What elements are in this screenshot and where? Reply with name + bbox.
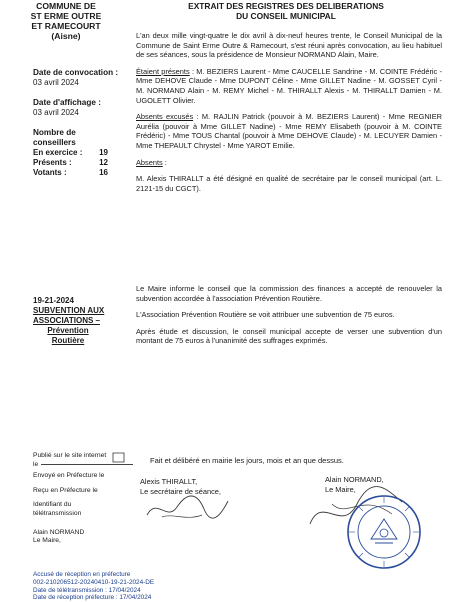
closing-statement: Fait et délibéré en mairie les jours, mois et an que dessus. (150, 456, 344, 465)
publication-line-5: Identifiant du (33, 501, 72, 509)
spacer (33, 519, 133, 529)
municipal-seal-stamp (345, 493, 423, 571)
affichage-label: Date d'affichage : (33, 98, 101, 107)
count-label: Présents : (33, 158, 72, 167)
title-line-2: DU CONSEIL MUNICIPAL (236, 11, 336, 21)
count-value: 16 (99, 168, 108, 177)
publication-line-3: Envoyé en Préfecture le (33, 472, 105, 480)
publication-line-6: télétransmission (33, 509, 82, 517)
decision-subject-3: Prévention (47, 326, 89, 335)
conseillers-block (33, 128, 128, 178)
absents-paragraph (136, 112, 442, 150)
decision-subject-1: SUBVENTION AUX (33, 306, 105, 315)
publication-line-4: Reçu en Préfecture le (33, 486, 98, 494)
presents-list: : M. BEZIERS Laurent - Mme CAUCELLE Sandrine - M. COINTE Frédéric - Mme DEHOVE Claude - Mme DUPONT Céline - Mme GILLET Nadine - M. GOSSET Cyril - M. NORMAND Alain - M. REMY Michel - M. THIRALLT Alexis - M. THIRALLT Damien - M. UGOLETT Olivier. (136, 66, 442, 105)
mayor-name: Alain NORMAND, (325, 475, 384, 484)
count-label: En exercice : (33, 148, 83, 157)
publication-signer-role: Le Maire, (33, 537, 61, 545)
publication-line-2: le (33, 460, 39, 468)
decision-subject-2: ASSOCIATIONS – (33, 316, 100, 325)
accuse-line-3: Date de télétransmission : 17/04/2024 (33, 586, 141, 594)
accuse-line-1: Accusé de réception en préfecture (33, 571, 131, 578)
publication-line-1: Publié sur le site internet (33, 452, 107, 459)
mayor-role: Le Maire, (325, 484, 356, 494)
bracket-mark-icon (112, 452, 125, 463)
decision-number: 19-21-2024 (33, 296, 74, 305)
presents-label: Étaient présents (136, 66, 190, 76)
convocation-block (33, 68, 128, 88)
intro-paragraph: L'an deux mille vingt-quatre le dix avril à dix-neuf heures trente, le Conseil Municipal de la Commune de Saint Erme Outre & Ramecourt, s'est réuni après convocation, au lieu habituel de ses séances, sous la présidence de Monsieur NORMAND Alain, Maire. (136, 31, 442, 60)
commune-line-1: COMMUNE DE (36, 1, 96, 11)
decision-header (33, 296, 123, 346)
accuse-line-4: Date de réception préfecture : 17/04/2024 (33, 594, 152, 602)
commune-line-4: (Aisne) (51, 31, 81, 41)
decision-paragraph-2: L'Association Prévention Routière se voit attribuer une subvention de 75 euros. (136, 310, 395, 320)
count-value: 12 (99, 158, 108, 167)
decision-subject-4: Routière (51, 336, 85, 345)
blank-line (41, 464, 133, 465)
publication-signer-name: Alain NORMAND (33, 528, 85, 536)
commune-line-3: ET RAMECOURT (31, 21, 101, 31)
publication-row-envoye (33, 472, 133, 481)
presents-paragraph (136, 67, 442, 105)
affichage-block (33, 98, 128, 118)
count-row-votants (33, 168, 108, 178)
secretary-handwritten-signature (142, 487, 232, 527)
conseillers-label-2: conseillers (33, 138, 76, 147)
accuse-line-2: 002-210206512-20240410-19-21-2024-DE (33, 578, 155, 586)
commune-line-2: ST ERME OUTRE (30, 11, 102, 21)
absents2-paragraph (136, 158, 442, 168)
accuse-reception-block (33, 571, 263, 602)
absents2-label: Absents (136, 157, 163, 167)
absents-list: : M. RAJLIN Patrick (pouvoir à M. BEZIERS Laurent) - Mme REGNIER Aurélia (pouvoir à Mme GILLET Nadine) - Mme REMY Elisabeth (pouvoir à M. COINTE Frédéric) - Mme TOUS Chantal (pouvoir à Mme DEHOVE Claude) - M. LECUYER Damien - Mme THEPAULT Chrystel - Mme YAROT Emilie. (136, 112, 442, 150)
decision-paragraph-1: Le Maire informe le conseil que la commission des finances a accepté de renouveler la subvention accordée à l'association Prévention Routière. (136, 284, 442, 303)
secretary-role: Le secrétaire de séance, (140, 486, 221, 496)
count-row-presents (33, 158, 108, 168)
convocation-label: Date de convocation : (33, 68, 119, 77)
count-value: 19 (99, 148, 108, 157)
decision-paragraph-3: Après étude et discussion, le conseil municipal accepte de verser une subvention d'un montant de 75 euros à l'unanimité des suffrages exprimés. (136, 326, 442, 346)
affichage-value: 03 avril 2024 (33, 108, 79, 117)
absents2-list: : (164, 157, 167, 167)
convocation-value: 03 avril 2024 (33, 78, 79, 87)
document-title (136, 1, 436, 21)
commune-header (14, 1, 118, 41)
title-line-1: EXTRAIT DES REGISTRES DES DELIBERATIONS (188, 1, 384, 11)
absents-label: Absents excusés (136, 112, 194, 122)
publication-block (33, 452, 133, 546)
secretary-name: Alexis THIRALLT, (140, 477, 198, 486)
secretaire-paragraph: M. Alexis THIRALLT a été désigné en qualité de secrétaire par le conseil municipal (art. L. 2121-15 du CGCT). (136, 174, 442, 193)
conseillers-label-1: Nombre de (33, 128, 76, 137)
session-body (136, 31, 442, 200)
count-label: Votants : (33, 168, 67, 177)
count-row-exercice (33, 148, 108, 158)
decision-body (136, 284, 442, 353)
